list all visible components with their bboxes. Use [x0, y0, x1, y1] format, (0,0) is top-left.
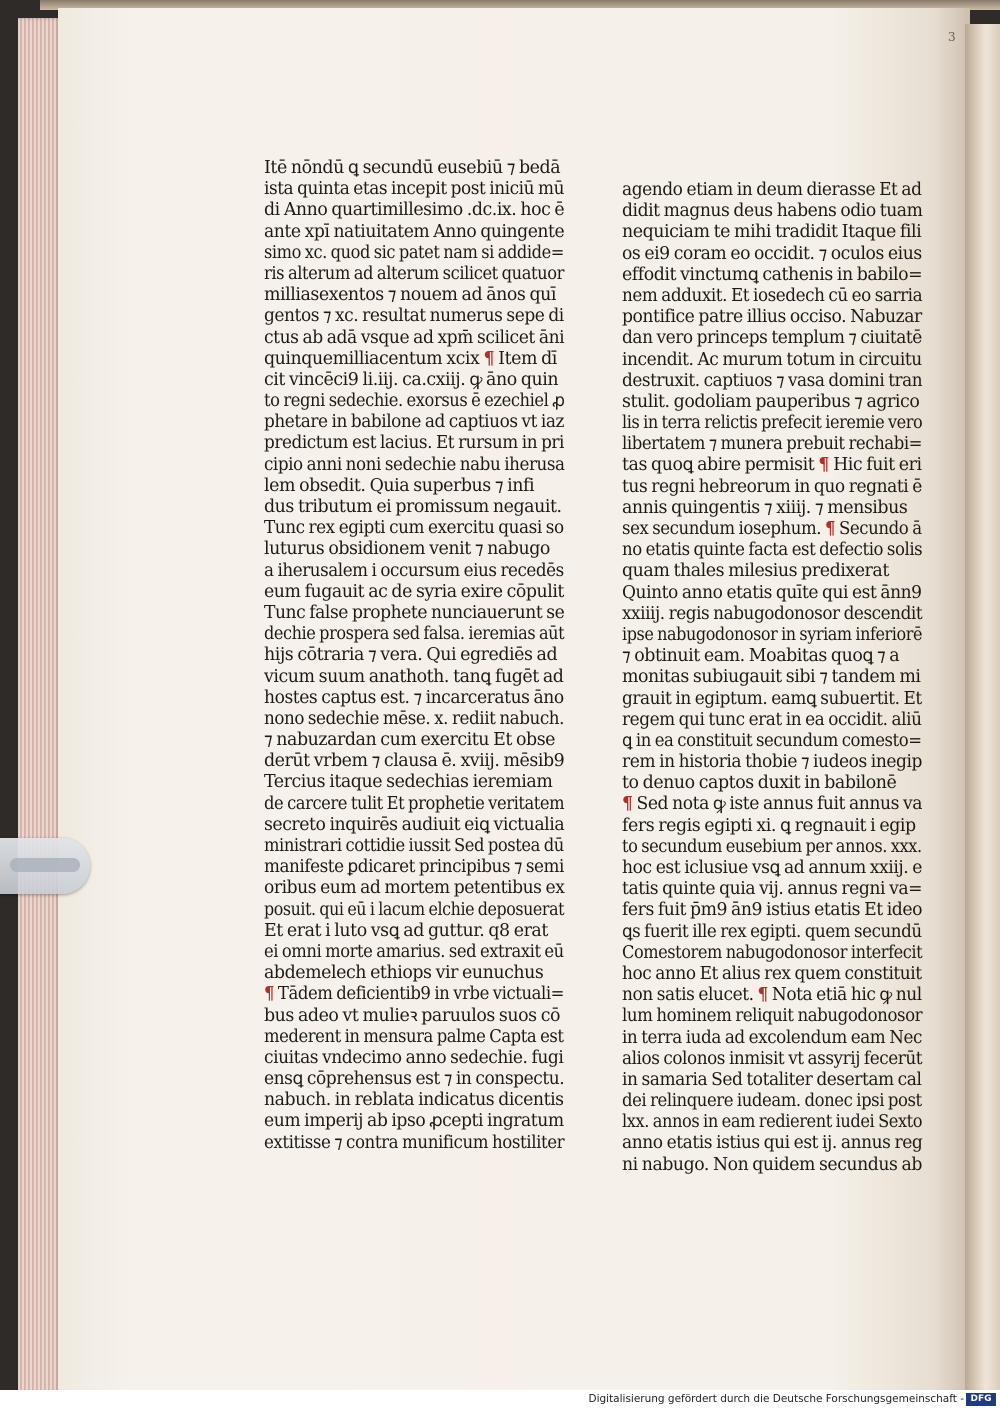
rubric-mark: ¶	[483, 348, 495, 369]
text-line: lum hominem reliquit nabugodonosor	[622, 1006, 923, 1027]
text-line: to denuo captos duxit in babilonē	[622, 773, 897, 794]
text-line: annis quingentis ⁊ xiiij. ⁊ mensibus	[622, 497, 908, 518]
text-line: Tercius itaque sedechias ieremiam	[264, 772, 553, 793]
text-line: de carcere tulit Et prophetie veritatem	[264, 793, 565, 814]
dfg-logo-icon: DFG	[966, 1393, 996, 1406]
text-line: vicum suum anathoth. tanꝗ fugēt ad	[264, 666, 564, 687]
text-line: tatis quinte quia vij. annus regni va=	[622, 879, 923, 900]
text-line: hoc anno Et alius rex quem constituit	[622, 963, 922, 984]
text-line: oribus eum ad mortem petentibus ex	[264, 878, 565, 899]
text-line: xxiiij. regis nabugodonosor descendit	[622, 603, 923, 624]
text-line: alios colonos inmisit vt assyrij fecerūt	[622, 1048, 923, 1069]
folio-mark: 3	[948, 30, 956, 44]
text-line: grauit in egiptum. eamꝗ subuertit. Et	[622, 688, 922, 709]
text-line: derūt vrbem ⁊ clausa ē. xviij. mēsib9	[264, 751, 565, 772]
text-line: ⁊ nabuzardan cum exercitu Et obse	[264, 730, 556, 751]
rubric-mark: ¶	[818, 455, 829, 476]
text-line: ni nabugo. Non quidem secundus ab	[622, 1154, 922, 1175]
text-line: Et erat i luto vsꝗ ad guttur. q8 erat	[264, 920, 548, 941]
text-line: fers regis egipti xi. ꝗ regnauit i egip	[622, 815, 916, 836]
text-line: ris alterum ad alterum scilicet quatuor	[264, 263, 565, 284]
book-page-edges	[18, 18, 60, 1390]
text-line: didit magnus deus habens odio tuam	[622, 201, 923, 222]
text-line: simo xc. quod sic patet nam si addide=	[264, 242, 564, 263]
text-line: in terra iuda ad excolendum eam Nec	[622, 1027, 922, 1048]
text-line: a iherusalem i occursum eius recedēs	[264, 560, 564, 581]
text-line: bus adeo vt mulieꝛ paruulos suos cō	[264, 1005, 561, 1026]
text-line: dan vero princeps templum ⁊ ciuitatē	[622, 328, 922, 349]
text-line: ista quinta etas incepit post iniciū mū	[264, 179, 565, 200]
text-line: tus regni hebreorum in quo regnati ē	[622, 476, 922, 497]
text-line: regem qui tunc erat in ea occidit. aliū	[622, 709, 922, 730]
text-line: extitisse ⁊ contra munificum hostiliter	[264, 1132, 565, 1153]
text-line: hijs cōtraria ⁊ vera. Qui egrediēs ad	[264, 645, 558, 666]
text-line: to regni sedechie. exorsus ē ezechiel ꝓ	[264, 391, 565, 412]
text-line: abdemelech ethiops vir eunuchus	[264, 963, 544, 984]
text-line: ipse nabugodonosor in syriam inferiorē	[622, 624, 923, 645]
text-line: gentos ⁊ xc. resultat numerus sepe di	[264, 306, 564, 327]
text-line: rem in historia thobie ⁊ iudeos inegip	[622, 752, 922, 773]
text-line: quinquemilliacentum xcix ¶ Item dī	[264, 348, 557, 369]
text-line: predictum est lacius. Et rursum in pri	[264, 433, 564, 454]
text-line: quam thales milesius predixerat	[622, 561, 889, 582]
text-line: nem adduxit. Et iosedech cū eo sarria	[622, 285, 923, 306]
text-line: dei relinquere iudeam. donec ipsi post	[622, 1091, 922, 1112]
text-line: hostes captus est. ⁊ incarceratus āno	[264, 687, 564, 708]
text-line: incendit. Ac murum totum in circuitu	[622, 349, 922, 370]
text-line: hoc est iclusiue vsꝗ ad annum xxiij. e	[622, 858, 923, 878]
text-line: to secundum eusebium per annos. xxx.	[622, 836, 922, 857]
text-line: nequiciam te mihi tradidit Itaque fili	[622, 222, 922, 243]
text-line: cipio anni noni sedechie nabu iherusa	[264, 454, 565, 475]
text-line: in samaria Sed totaliter desertam cal	[622, 1069, 922, 1090]
text-line: fers fuit p̄m9 ān9 istius etatis Et ideo	[622, 900, 923, 921]
facing-page-edge	[965, 24, 1000, 1390]
text-line: Itē nōndū ꝗ secundū eusebiū ⁊ bedā	[264, 158, 561, 178]
text-line: milliasexentos ⁊ nouem ad ānos quī	[264, 285, 557, 306]
rubric-mark: ¶	[264, 984, 275, 1005]
text-line: ¶ Sed nota ꝙ iste annus fuit annus va	[622, 794, 923, 815]
text-line: ⁊ obtinuit eam. Moabitas quoꝗ ⁊ a	[622, 646, 900, 667]
text-line: mederent in mensura palme Capta est	[264, 1026, 564, 1047]
text-line: luturus obsidionem venit ⁊ nabugo	[264, 539, 550, 560]
text-line: libertatem ⁊ munera prebuit rechabi=	[622, 434, 923, 455]
text-line: stulit. godoliam pauperibus ⁊ agrico	[622, 391, 920, 412]
text-line: ꝗ in ea constituit secundum comesto=	[622, 730, 922, 751]
text-line: di Anno quartimillesimo .dc.ix. hoc ē	[264, 200, 565, 221]
text-line: non satis elucet. ¶ Nota etiā hic ꝙ nul	[622, 985, 922, 1006]
text-line: Tunc false prophete nunciauerunt se	[264, 602, 565, 623]
rubric-mark: ¶	[757, 985, 768, 1006]
text-line: nabuch. in reblata indicatus dicentis	[264, 1090, 564, 1111]
text-line: pontifice patre illius occiso. Nabuzar	[622, 307, 922, 328]
text-line: sex secundum iosephum. ¶ Secundo ā	[622, 519, 922, 539]
text-line: ctus ab adā vsque ad xpm̄ scilicet āni	[264, 327, 565, 348]
rubric-mark: ¶	[825, 519, 836, 539]
text-line: Comestorem nabugodonosor interfecit	[622, 942, 923, 963]
text-line: secreto inquirēs audiuit eiꝗ victualia	[264, 814, 565, 835]
funding-credit: Digitalisierung gefördert durch die Deutsche Forschungsgemeinschaft -	[588, 1393, 964, 1405]
text-line: lis in terra relictis prefecit ieremie vero	[622, 413, 923, 434]
text-line: phetare in babilone ad captiuos vt iaz	[264, 412, 564, 433]
text-line: cit vincēci9 li.iij. ca.cxiij. ꝙ āno quin	[264, 369, 559, 390]
text-line: dechie prospera sed falsa. ieremias aūt	[264, 624, 565, 645]
text-line: anno etatis istius qui est ij. annus reg	[622, 1133, 923, 1154]
text-line: lem obsedit. Quia superbus ⁊ infi	[264, 475, 535, 496]
text-line: destruxit. captiuos ⁊ vasa domini tran	[622, 370, 923, 391]
text-line: ministrari cottidie iussit Sed postea dū	[264, 836, 564, 856]
text-line: dus tributum ei promissum negauit.	[264, 497, 562, 517]
text-line: Quinto anno etatis quīte qui est ānn9	[622, 582, 922, 603]
text-line: lxx. annos in eam redierent iudei Sexto	[622, 1112, 923, 1133]
text-line: nono sedechie mēse. x. rediit nabuch.	[264, 708, 565, 729]
text-line: posuit. qui eū i lacum elchie deposuerat	[264, 899, 565, 920]
paper-clip-icon	[0, 838, 90, 894]
text-line: tas quoꝗ abire permisit ¶ Hic fuit eri	[622, 455, 922, 476]
left-text-column	[264, 158, 593, 1154]
text-line: Tunc rex egipti cum exercitu quasi so	[264, 518, 564, 539]
text-line: ensꝗ cōprehensus est ⁊ in conspectu.	[264, 1069, 565, 1090]
text-line: ante xpī natiuitatem Anno quingente	[264, 221, 565, 242]
text-line: ei omni morte amarius. sed extraxit eū	[264, 941, 564, 962]
text-line: no etatis quinte facta est defectio solis	[622, 540, 923, 561]
right-text-column	[622, 180, 948, 1176]
text-line: ¶ Tādem deficientib9 in vrbe victuali=	[264, 984, 565, 1005]
text-line: eum imperij ab ipso ꝓcepti ingratum	[264, 1111, 564, 1132]
text-line: os ei9 coram eo occidit. ⁊ oculos eius	[622, 243, 922, 264]
text-line: eum fugauit ac de syria exire cōpulit	[264, 581, 564, 602]
rubric-mark: ¶	[622, 794, 633, 815]
text-line: agendo etiam in deum dierasse Et ad	[622, 180, 922, 200]
text-line: ꝗs fuerit ille rex egipti. quem secundū	[622, 921, 922, 942]
text-line: monitas subiugauit sibi ⁊ tandem mi	[622, 667, 921, 688]
text-line: manifeste ꝑdicaret principibus ⁊ semi	[264, 857, 564, 878]
text-line: ciuitas vndecimo anno sedechie. fugi	[264, 1047, 564, 1068]
text-line: effodit vinctumꝗ cathenis in babilo=	[622, 264, 923, 285]
